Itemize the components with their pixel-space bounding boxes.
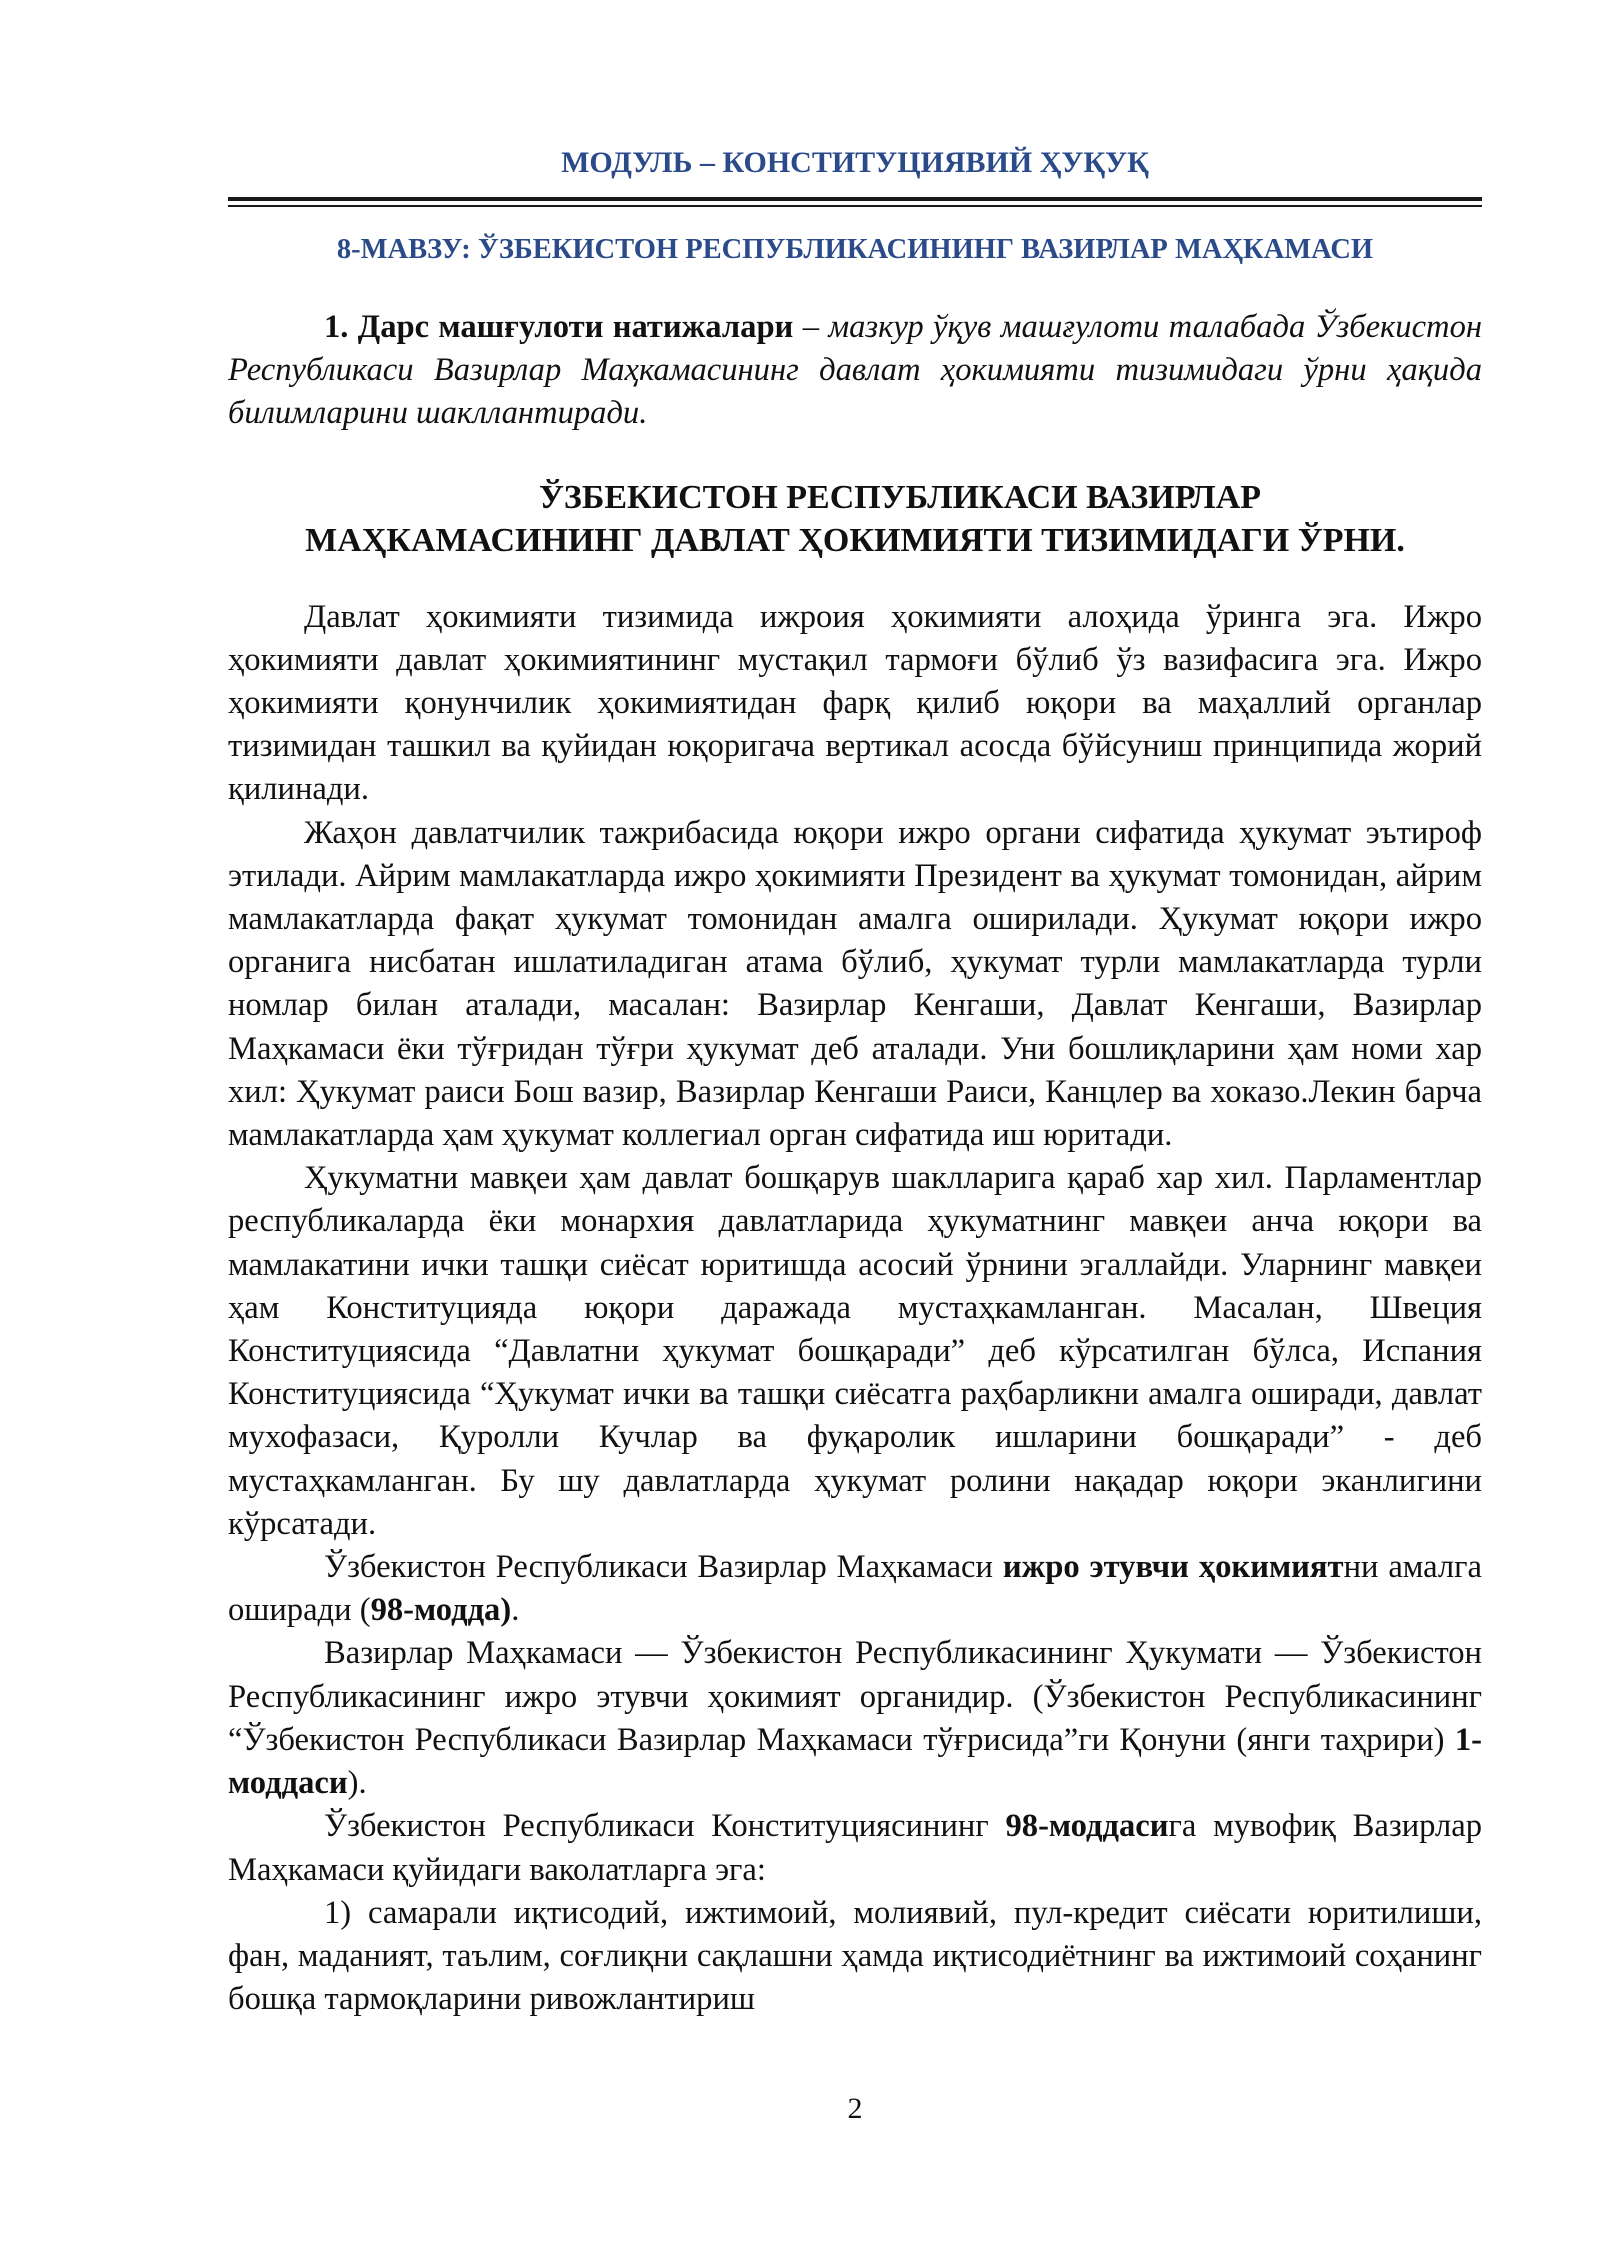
paragraph-4-article-ref: 98-модда)	[370, 1592, 512, 1629]
paragraph-5-article-ref: 1-моддаси	[228, 1721, 1482, 1802]
paragraph-5-text-a: Вазирлар Маҳкамаси — Ўзбекистон Республикасининг Ҳукумати — Ўзбекистон Республикасининг ижро этувчи ҳокимият органидир. (Ўзбекистон Республикасининг “Ўзбекистон Республикаси Вазирлар Маҳкамаси тўғрисида”ги Қонуни (янги таҳрири)	[228, 1635, 1482, 1758]
learning-outcome-paragraph	[228, 306, 1482, 436]
section-title	[228, 476, 1482, 562]
outcome-text: мазкур ўқув машғулоти талабада Ўзбекистон Республикаси Вазирлар Маҳкамасининг давлат ҳокимияти тизимидаги ўрни ҳақида билимларини шакллантиради.	[228, 309, 1483, 432]
paragraph-5	[228, 1632, 1482, 1805]
paragraph-6-text-a: Ўзбекистон Республикаси Конституциясининг	[324, 1808, 1006, 1845]
paragraph-1: Давлат ҳокимияти тизимида ижроия ҳокимияти алоҳида ўринга эга. Ижро ҳокимияти давлат ҳокимиятининг мустақил тармоғи бўлиб ўз вазифасига эга. Ижро ҳокимияти қонунчилик ҳокимиятидан фарқ қилиб юқори ва маҳаллий органлар тизимидан ташкил ва қуйидан юқоригача вертикал асосда бўйсуниш принципида жорий қилинади.	[228, 598, 1482, 808]
paragraph-2: Жаҳон давлатчилик тажрибасида юқори ижро органи сифатида ҳукумат эътироф этилади. Айрим мамлакатларда ижро ҳокимияти Президент ва ҳукумат томонидан, айрим мамлакатларда фақат ҳукумат томонидан амалга оширилади. Ҳукумат юқори ижро органига нисбатан ишлатиладиган атама бўлиб, ҳукумат турли мамлакатларда турли номлар билан аталади, масалан: Вазирлар Кенгаши, Давлат Кенгаши, Вазирлар Маҳкамаси ёки тўғридан тўғри ҳукумат деб аталади. Уни бошлиқларини ҳам номи хар хил: Ҳукумат раиси Бош вазир, Вазирлар Кенгаши Раиси, Канцлер ва хоказо.Лекин барча мамлакатларда ҳам ҳукумат коллегиал орган сифатида иш юритади.	[228, 814, 1482, 1154]
paragraph-6	[228, 1805, 1482, 1891]
paragraph-4	[228, 1546, 1482, 1632]
document-body	[228, 306, 1482, 2021]
header-rule-thin	[228, 205, 1482, 207]
paragraph-3: Ҳукуматни мавқеи ҳам давлат бошқарув шаклларига қараб хар хил. Парламентлар республикаларда ёки монархия давлатларида ҳукуматнинг мавқеи анча юқори ва мамлакатини ички ташқи сиёсат юритишда асосий ўрнини эгаллайди. Уларнинг мавқеи ҳам Конституцияда юқори даражада мустаҳкамланган. Масалан, Швеция Конституциясида “Давлатни ҳукумат бошқаради” деб кўрсатилган бўлса, Испания Конституциясида “Ҳукумат ички ва ташқи сиёсатга раҳбарликни амалга оширади, давлат мухофазаси, Қуролли Кучлар ва фуқаролик ишларини бошқаради” - деб мустаҳкамланган. Бу шу давлатларда ҳукумат ролини нақадар юқори эканлигини кўрсатади.	[228, 1160, 1482, 1542]
paragraph-4-text-a: Ўзбекистон Республикаси Вазирлар Маҳкамаси	[324, 1549, 1003, 1586]
paragraph-4-text-c: ни амалга оширади (	[228, 1549, 1482, 1629]
paragraph-4-text-e: .	[511, 1592, 520, 1629]
header-rule-thick	[228, 197, 1482, 201]
outcome-dash: –	[793, 309, 829, 345]
paragraph-7-list-item: 1) самарали иқтисодий, ижтимоий, молиявий, пул-кредит сиёсати юритилиши, фан, маданият, таълим, соғлиқни сақлашни ҳамда иқтисодиётнинг ва ижтимоий соҳанинг бошқа тармоқларини ривожлантириш	[228, 1894, 1482, 2018]
paragraph-5-text-c: ).	[347, 1765, 367, 1802]
section-title-line-2: МАҲКАМАСИНИНГ ДАВЛАТ ҲОКИМИЯТИ ТИЗИМИДАГИ ЎРНИ.	[305, 521, 1405, 559]
page-number: 2	[847, 2092, 863, 2125]
paragraph-6-article-ref: 98-моддаси	[1005, 1808, 1169, 1845]
paragraph-4-emphasis: ижро этувчи ҳокимият	[1002, 1549, 1344, 1586]
module-header: МОДУЛЬ – КОНСТИТУЦИЯВИЙ ҲУҚУҚ	[561, 146, 1149, 179]
outcome-lead: 1. Дарс машғулоти натижалари	[324, 309, 794, 345]
topic-title: 8-МАВЗУ: ЎЗБЕКИСТОН РЕСПУБЛИКАСИНИНГ ВАЗИРЛАР МАҲКАМАСИ	[336, 234, 1374, 265]
section-title-line-1: ЎЗБЕКИСТОН РЕСПУБЛИКАСИ ВАЗИРЛАР	[538, 478, 1262, 516]
paragraph-6-text-c: га мувофиқ Вазирлар Маҳкамаси қуйидаги ваколатларга эга:	[228, 1808, 1482, 1888]
